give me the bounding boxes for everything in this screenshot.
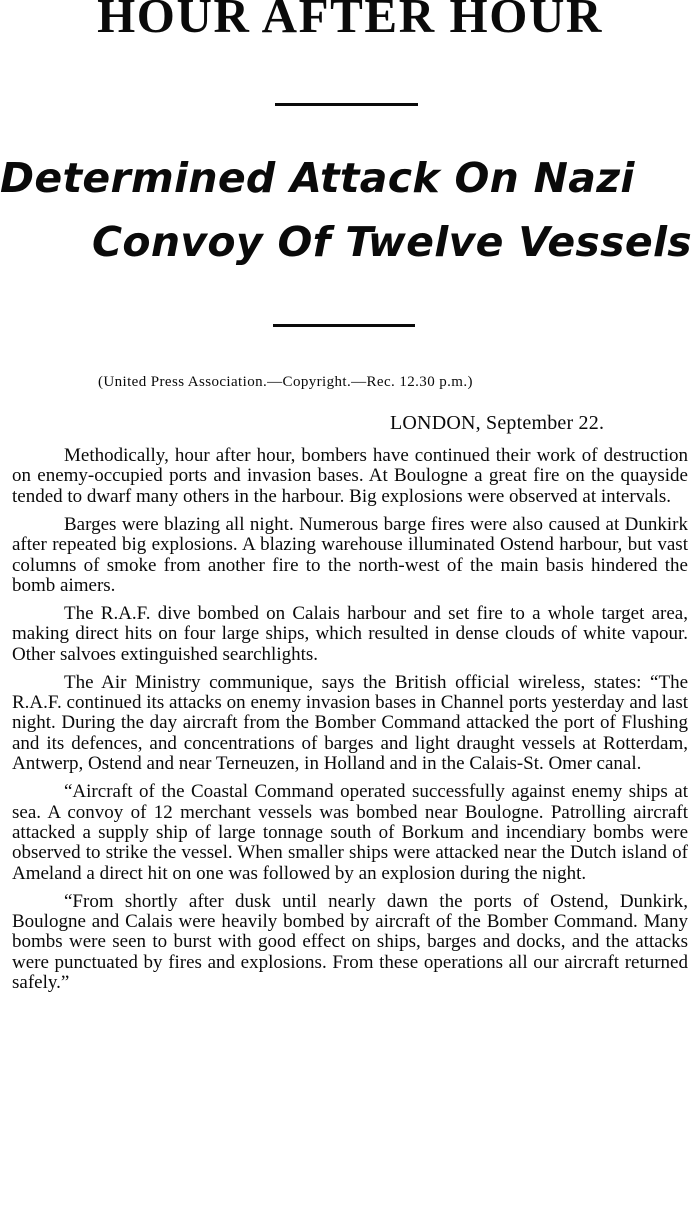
paragraph: The R.A.F. dive bombed on Calais harbour and set fire to a whole target area, making direct hits on four large ships, which resulted in dense clouds of white vapour. Other salvoes extinguished searchlights. bbox=[12, 602, 688, 665]
headline: HOUR AFTER HOUR bbox=[97, 0, 603, 43]
paragraph: Barges were blazing all night. Numerous barge fires were also caused at Dunkirk after repeated big explosions. A blazing warehouse illuminated Ostend harbour, but vast columns of smoke from another fire to the north-west of the main basis hindered the bomb aimers. bbox=[12, 513, 688, 596]
paragraph: “Aircraft of the Coastal Command operated successfully against enemy ships at sea. A convoy of 12 merchant vessels was bombed near Boulogne. Patrolling aircraft attacked a supply ship of large tonnage south of Borkum and incendiary bombs were observed to strike the vessel. When smaller ships were attacked near the Dutch island of Ameland a direct hit on one was followed by an explosion during the night. bbox=[12, 781, 688, 884]
headline-rule bbox=[275, 103, 418, 106]
subheadline-line-1: Determined Attack On Nazi bbox=[0, 154, 635, 202]
paragraph: Methodically, hour after hour, bombers have continued their work of destruction on enemy-occupied ports and invasion bases. At Boulogne a great fire on the quayside tended to dwarf many others in the harbour. Big explosions were observed at intervals. bbox=[12, 445, 688, 507]
dateline: LONDON, September 22. bbox=[390, 412, 605, 434]
article-body bbox=[12, 446, 688, 1001]
paragraph: The Air Ministry communique, says the British official wireless, states: “The R.A.F. continued its attacks on enemy invasion bases in Channel ports yesterday and last night. During the day aircraft from the Bomber Command attacked the port of Flushing and its defences, and concentrations of barges and light draught vessels at Rotterdam, Antwerp, Ostend and near Terneuzen, in Holland and in the Calais-St. Omer canal. bbox=[12, 671, 688, 775]
paragraph: “From shortly after dusk until nearly dawn the ports of Ostend, Dunkirk, Boulogne and Calais were heavily bombed by aircraft of the Bomber Command. Many bombs were seen to burst with good effect on ships, barges and docks, and the attacks were punctuated by fires and explosions. From these operations all our aircraft returned safely.” bbox=[12, 890, 688, 994]
wire-credit: (United Press Association.—Copyright.—Rec. 12.30 p.m.) bbox=[98, 374, 473, 390]
subheadline-line-2: Convoy Of Twelve Vessels bbox=[92, 218, 692, 266]
subheadline-rule bbox=[273, 324, 415, 327]
